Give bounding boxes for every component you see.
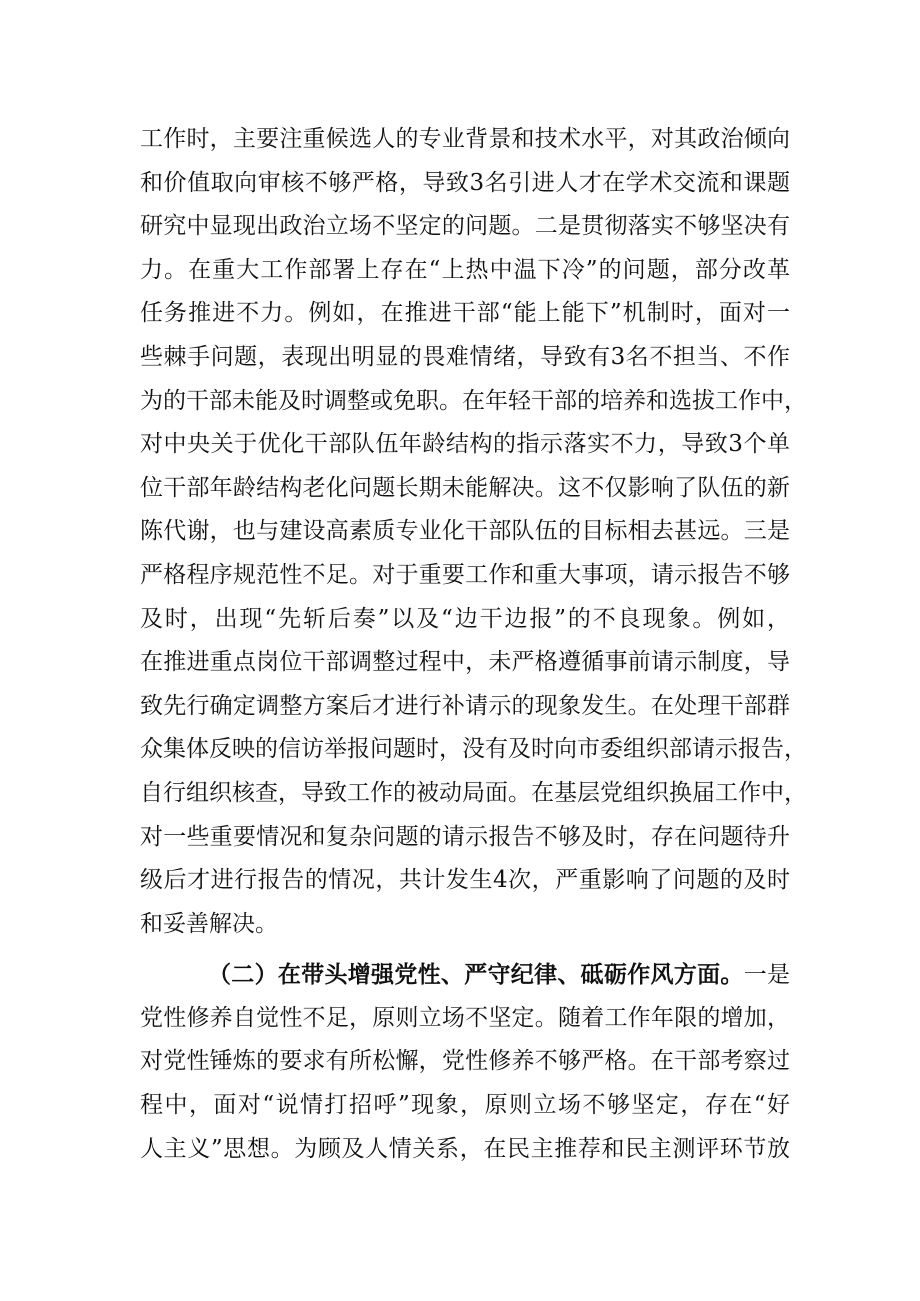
text-line: 众集体反映的信访举报问题时，没有及时向市委组织部请示报告，: [140, 736, 807, 763]
section-heading-line: [140, 953, 790, 997]
text-line: 和妥善解决。: [140, 910, 278, 937]
text-line: 些棘手问题，表现出明显的畏难情绪，导致有3名不担当、不作: [140, 343, 790, 370]
text-line: 人主义”思想。为顾及人情关系，在民主推荐和民主测评环节放: [140, 1135, 790, 1162]
text-line: 工作时，主要注重候选人的专业背景和技术水平，对其政治倾向: [140, 126, 790, 152]
text-line: 陈代谢，也与建设高素质专业化干部队伍的目标相去甚远。三是: [140, 518, 790, 545]
text-line: 和价值取向审核不够严格，导致3名引进人才在学术交流和课题: [140, 169, 790, 196]
text-line: 对中央关于优化干部队伍年龄结构的指示落实不力，导致3个单: [140, 431, 790, 458]
text-line: 研究中显现出政治立场不坚定的问题。二是贯彻落实不够坚决有: [140, 213, 790, 240]
text-line: 级后才进行报告的情况，共计发生4次，严重影响了问题的及时: [140, 867, 790, 894]
paragraph-2: [140, 953, 790, 1171]
text-line: 力。在重大工作部署上存在“上热中温下冷”的问题，部分改革: [140, 256, 790, 283]
text-line: 程中，面对“说情打招呼”现象，原则立场不够坚定，存在“好: [140, 1092, 790, 1119]
document-body: [140, 118, 807, 1171]
section-heading-continuation: 一是: [743, 962, 791, 989]
text-line: 及时，出现“先斩后奏”以及“边干边报”的不良现象。例如，: [140, 605, 790, 632]
text-line: 党性修养自觉性不足，原则立场不坚定。随着工作年限的增加，: [140, 1004, 790, 1031]
paragraph-gap: [140, 946, 790, 953]
text-line: 对一些重要情况和复杂问题的请示报告不够及时，存在问题待升: [140, 823, 790, 850]
text-line: 任务推进不力。例如，在推进干部“能上能下”机制时，面对一: [140, 300, 790, 327]
text-line: 致先行确定调整方案后才进行补请示的现象发生。在处理干部群: [140, 692, 790, 719]
text-line: 位干部年龄结构老化问题长期未能解决。这不仅影响了队伍的新: [140, 474, 790, 501]
text-line: 自行组织核查，导致工作的被动局面。在基层党组织换届工作中，: [140, 779, 807, 806]
text-line: 在推进重点岗位干部调整过程中，未严格遵循事前请示制度，导: [140, 649, 790, 676]
text-line: 为的干部未能及时调整或免职。在年轻干部的培养和选拔工作中，: [140, 387, 807, 414]
text-line: 严格程序规范性不足。对于重要工作和重大事项，请示报告不够: [140, 561, 790, 588]
section-heading: （二）在带头增强党性、严守纪律、砥砺作风方面。: [208, 961, 744, 989]
text-line: 对党性锤炼的要求有所松懈，党性修养不够严格。在干部考察过: [140, 1048, 790, 1075]
paragraph-1: [140, 118, 807, 946]
